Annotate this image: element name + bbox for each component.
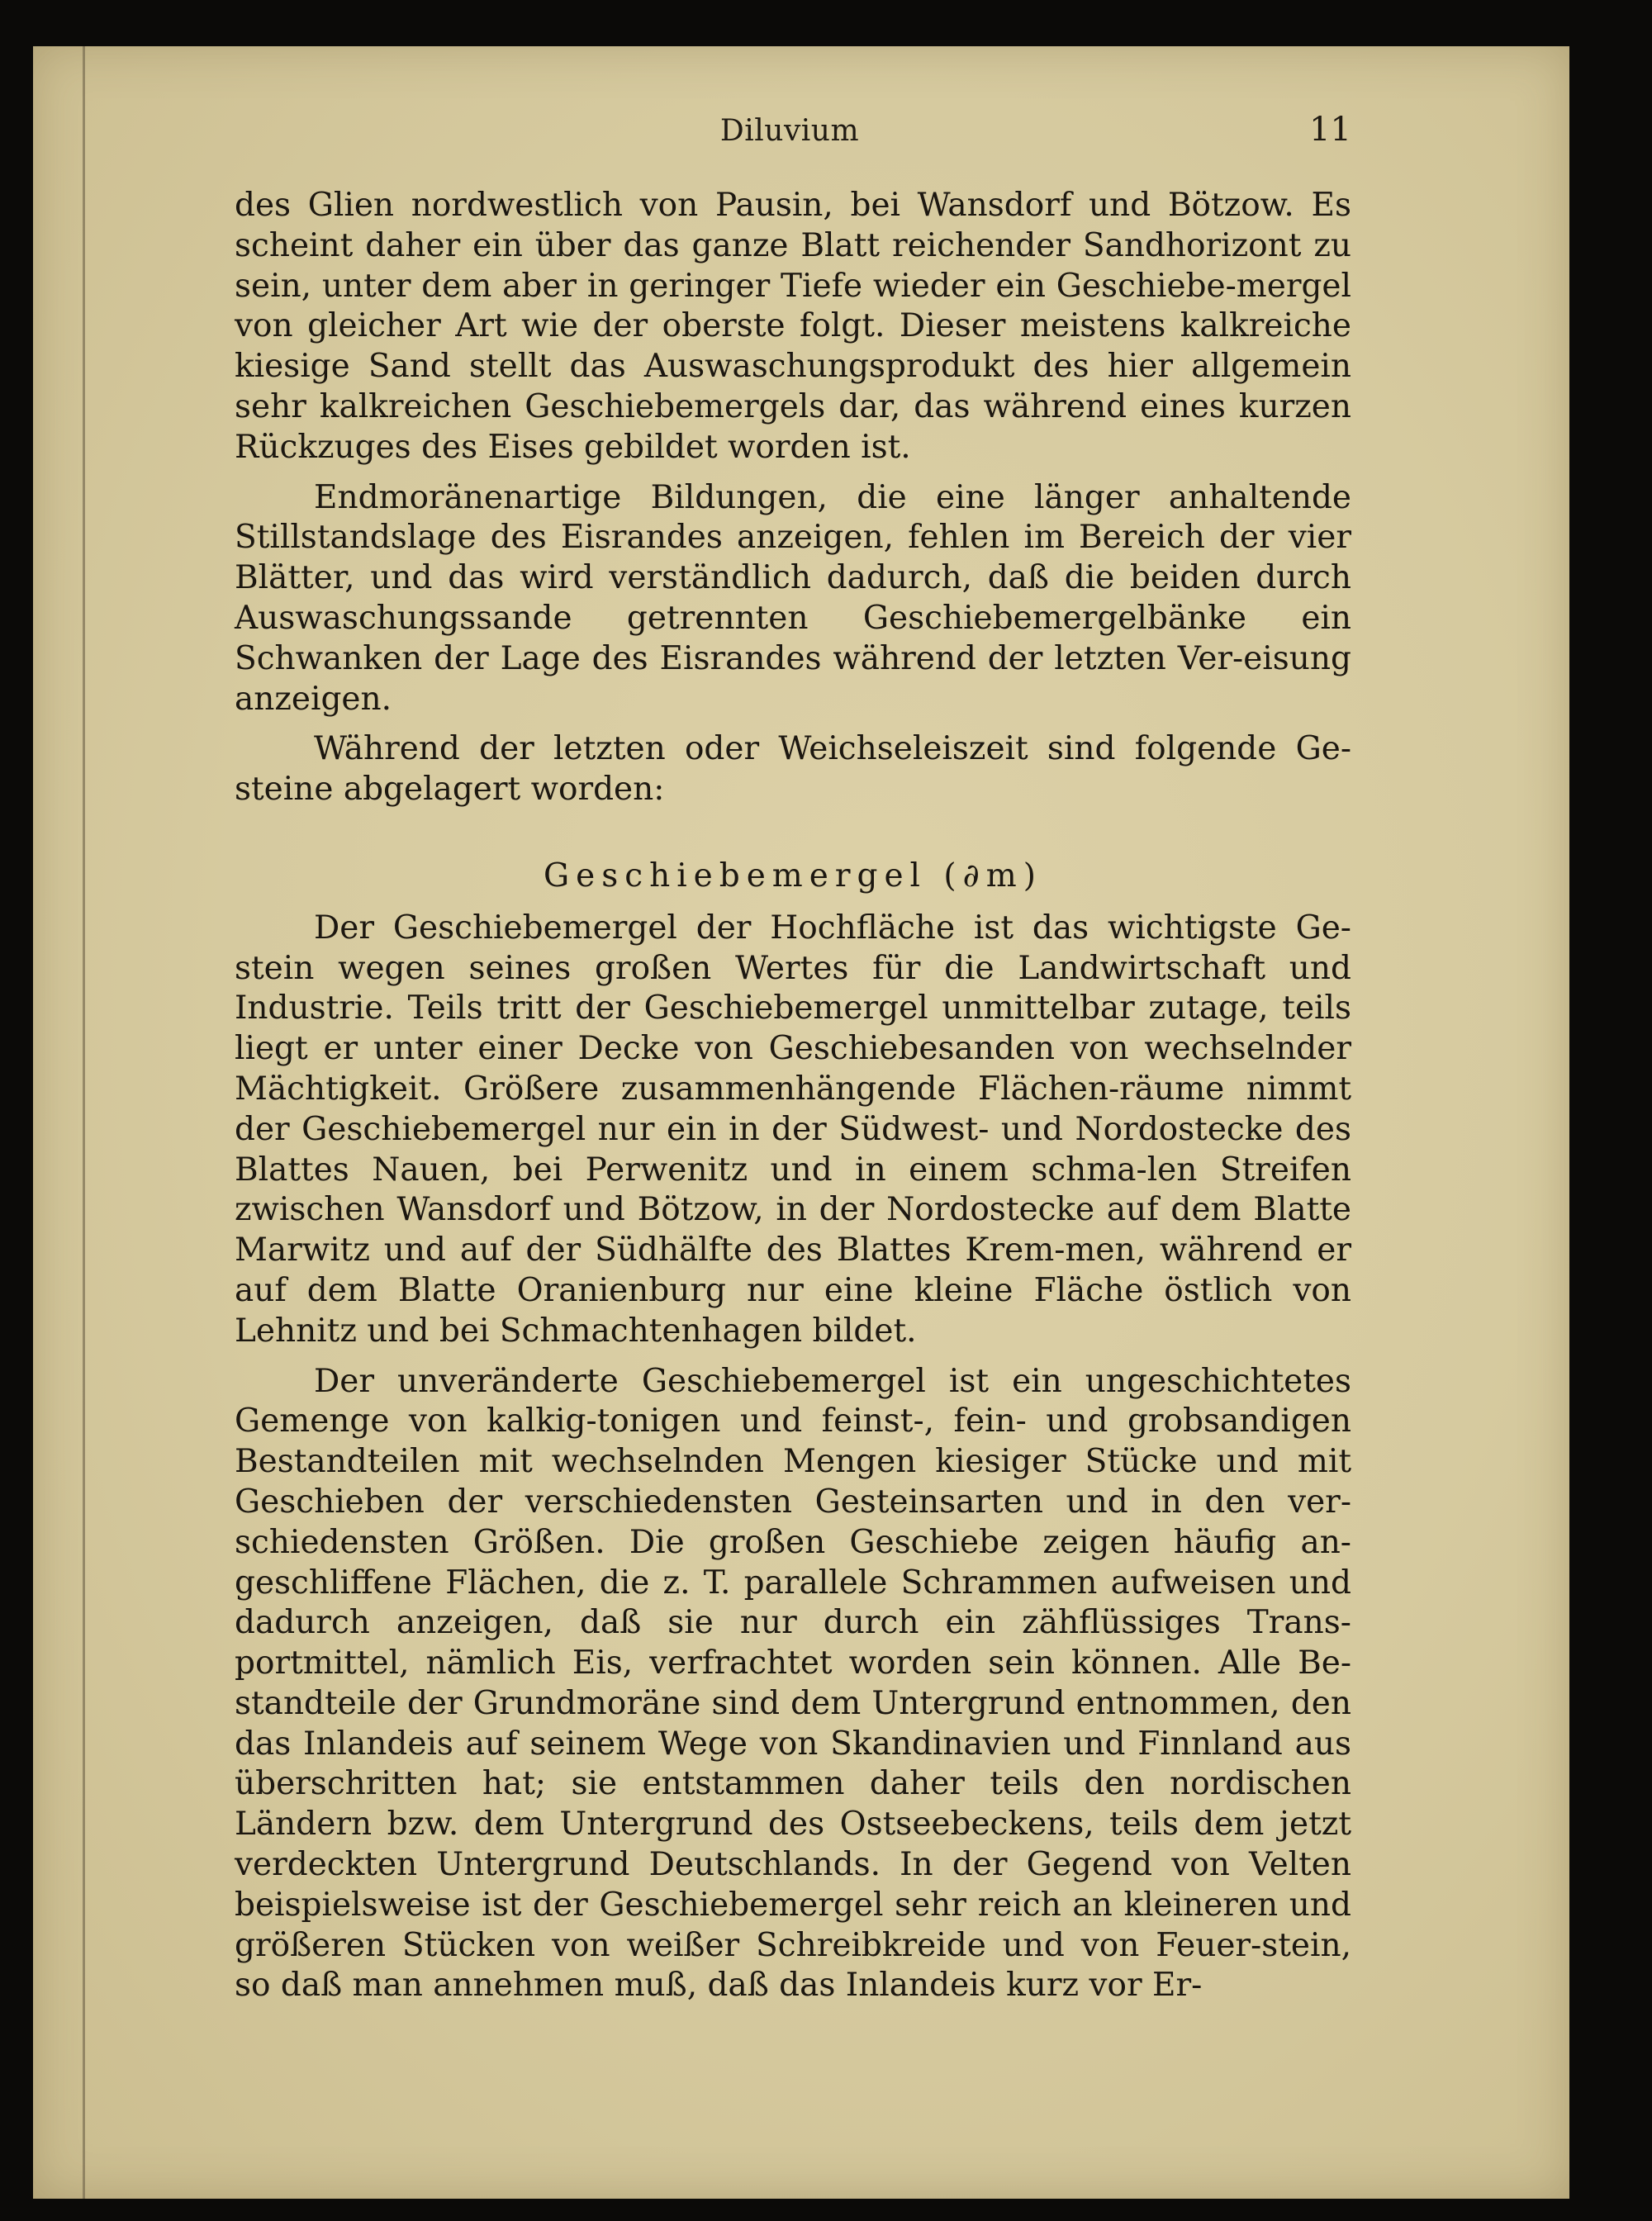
paragraph-4: Der Geschiebemergel der Hochfläche ist das wichtigste Ge-stein wegen seines großen Wertes für die Landwirtschaft und Industrie. Teils tritt der Geschiebemergel unmittelbar zutage, teils liegt er unter einer Decke von Geschiebesanden von wechselnder Mächtigkeit. Größere zusammenhängende Flächen-räume nimmt der Geschiebemergel nur ein in der Südwest- und Nordostecke des Blattes Nauen, bei Perwenitz und in einem schma-len Streifen zwischen Wansdorf und Bötzow, in der Nordostecke auf dem Blatte Marwitz und auf der Südhälfte des Blattes Krem-men, während er auf dem Blatte Oranienburg nur eine kleine Fläche östlich von Lehnitz und bei Schmachtenhagen bildet. xyxy=(235,909,1351,1350)
paragraph-5: Der unveränderte Geschiebemergel ist ein ungeschichtetes Gemenge von kalkig-tonigen und feinst-, fein- und grobsandigen Bestandteilen mit wechselnden Mengen kiesiger Stücke und mit Geschieben der verschiedensten Gesteinsarten und in den ver-schiedensten Größen. Die großen Geschiebe zeigen häufig an-geschliffene Flächen, die z. T. parallele Schrammen aufweisen und dadurch anzeigen, daß sie nur durch ein zähflüssiges Trans-portmittel, nämlich Eis, verfrachtet worden sein können. Alle Be-standteile der Grundmoräne sind dem Untergrund entnommen, den das Inlandeis auf seinem Wege von Skandinavien und Finnland aus überschritten hat; sie entstammen daher teils den nordischen Ländern bzw. dem Untergrund des Ostseebeckens, teils dem jetzt verdeckten Untergrund Deutschlands. In der Gegend von Velten beispielsweise ist der Geschiebemergel sehr reich an kleineren und größeren Stücken von weißer Schreibkreide und von Feuer-stein, so daß man annehmen muß, daß das Inlandeis kurz vor Er- xyxy=(235,1362,1351,2005)
page-number: 11 xyxy=(1309,111,1351,149)
page-gutter-line xyxy=(83,46,85,2199)
section-heading: Geschiebemergel (∂m) xyxy=(543,857,1042,895)
running-title: Diluvium xyxy=(719,114,860,148)
paragraph-2: Endmoränenartige Bildungen, die eine länger anhaltende Stillstandslage des Eisrandes anzeigen, fehlen im Bereich der vier Blätter, und das wird verständlich dadurch, daß die beiden durch Auswaschungssande getrennten Geschiebemergelbänke ein Schwanken der Lage des Eisrandes während der letzten Ver-eisung anzeigen. xyxy=(235,478,1351,718)
body-text xyxy=(235,186,1351,2006)
paragraph-3: Während der letzten oder Weichseleiszeit sind folgende Ge-steine abgelagert worden: xyxy=(235,730,1351,809)
paragraph-1: des Glien nordwestlich von Pausin, bei Wansdorf und Bötzow. Es scheint daher ein über das ganze Blatt reichender Sandhorizont zu sein, unter dem aber in geringer Tiefe wieder ein Geschiebe-mergel von gleicher Art wie der oberste folgt. Dieser meistens kalkreiche kiesige Sand stellt das Auswaschungsprodukt des hier allgemein sehr kalkreichen Geschiebemergels dar, das während eines kurzen Rückzuges des Eises gebildet worden ist. xyxy=(235,187,1351,466)
page-header xyxy=(228,107,1351,165)
